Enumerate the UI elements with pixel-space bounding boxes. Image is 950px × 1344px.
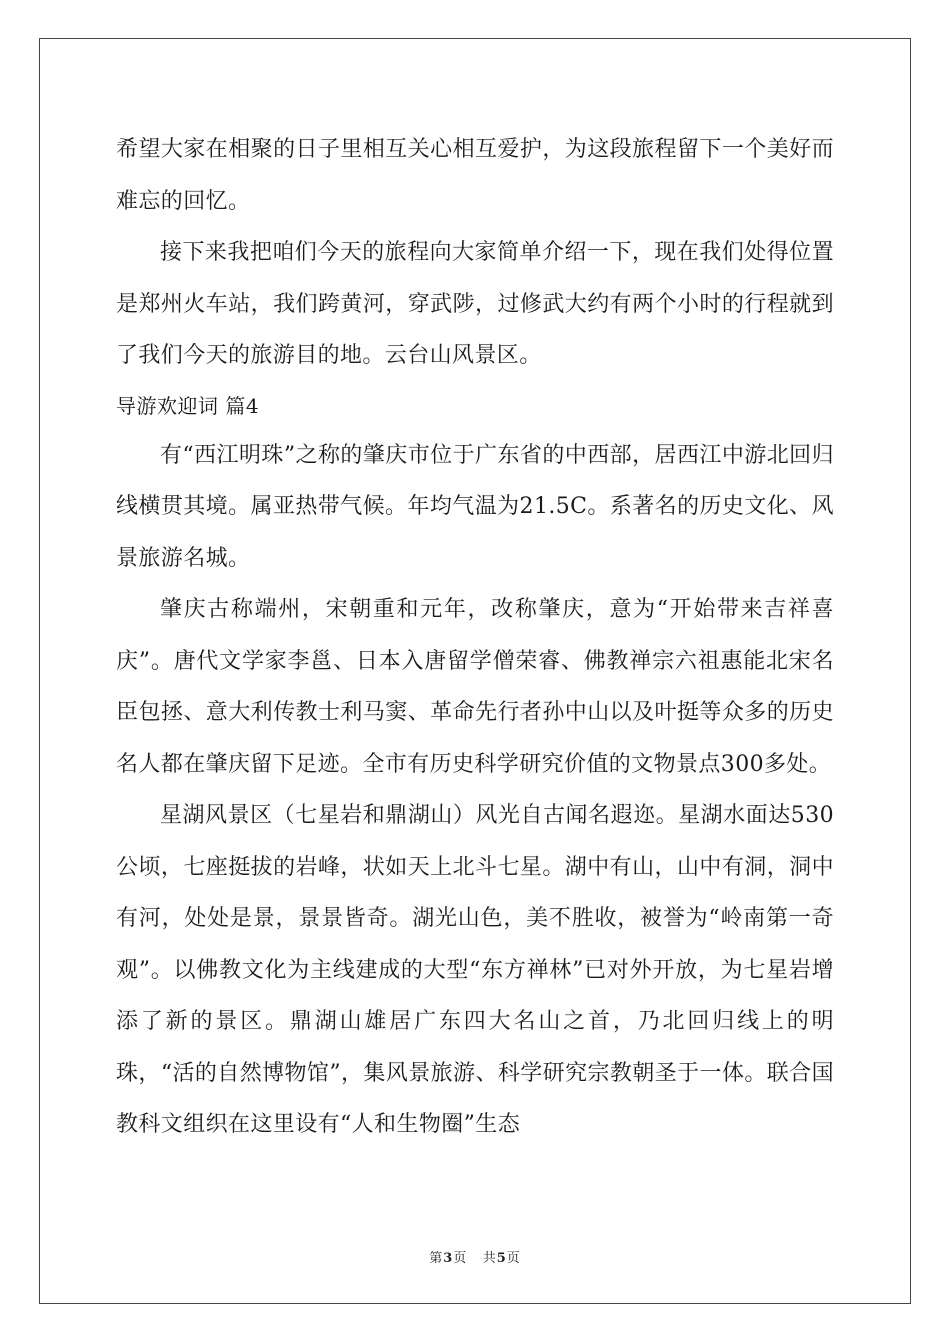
total-pages-number: 5 [496, 1251, 507, 1266]
document-body [116, 124, 834, 1151]
section-heading: 导游欢迎词 篇4 [116, 393, 260, 418]
footer-middle: 页 共 [453, 1251, 497, 1266]
footer-suffix: 页 [506, 1251, 521, 1266]
paragraph: 肇庆古称端州，宋朝重和元年，改称肇庆，意为“开始带来吉祥喜庆”。唐代文学家李邕、日本入唐留学僧荣睿、佛教禅宗六祖惠能北宋名臣包拯、意大利传教士利马窦、革命先行者孙中山以及叶挺等众多的历史名人都在肇庆留下足迹。全市有历史科学研究价值的文物景点300多处。 [116, 597, 834, 777]
paragraph: 星湖风景区（七星岩和鼎湖山）风光自古闻名遐迩。星湖水面达530公顷，七座挺拔的岩峰，状如天上北斗七星。湖中有山，山中有洞，洞中有河，处处是景，景景皆奇。湖光山色，美不胜收，被誉为“岭南第一奇观”。以佛教文化为主线建成的大型“东方禅林”已对外开放，为七星岩增添了新的景区。鼎湖山雄居广东四大名山之首，乃北回归线上的明珠，“活的自然博物馆”，集风景旅游、科学研究宗教朝圣于一体。联合国教科文组织在这里设有“人和生物圈”生态 [116, 803, 834, 1137]
paragraph: 接下来我把咱们今天的旅程向大家简单介绍一下，现在我们处得位置是郑州火车站，我们跨黄河，穿武陟，过修武大约有两个小时的行程就到了我们今天的旅游目的地。云台山风景区。 [116, 240, 834, 368]
current-page-number: 3 [443, 1251, 454, 1266]
page-footer [0, 1247, 950, 1266]
paragraph: 有“西江明珠”之称的肇庆市位于广东省的中西部，居西江中游北回归线横贯其境。属亚热带气候。年均气温为21.5C。系著名的历史文化、风景旅游名城。 [116, 442, 834, 571]
paragraph: 希望大家在相聚的日子里相互关心相互爱护，为这段旅程留下一个美好而难忘的回忆。 [116, 137, 834, 214]
footer-prefix: 第 [429, 1251, 444, 1266]
